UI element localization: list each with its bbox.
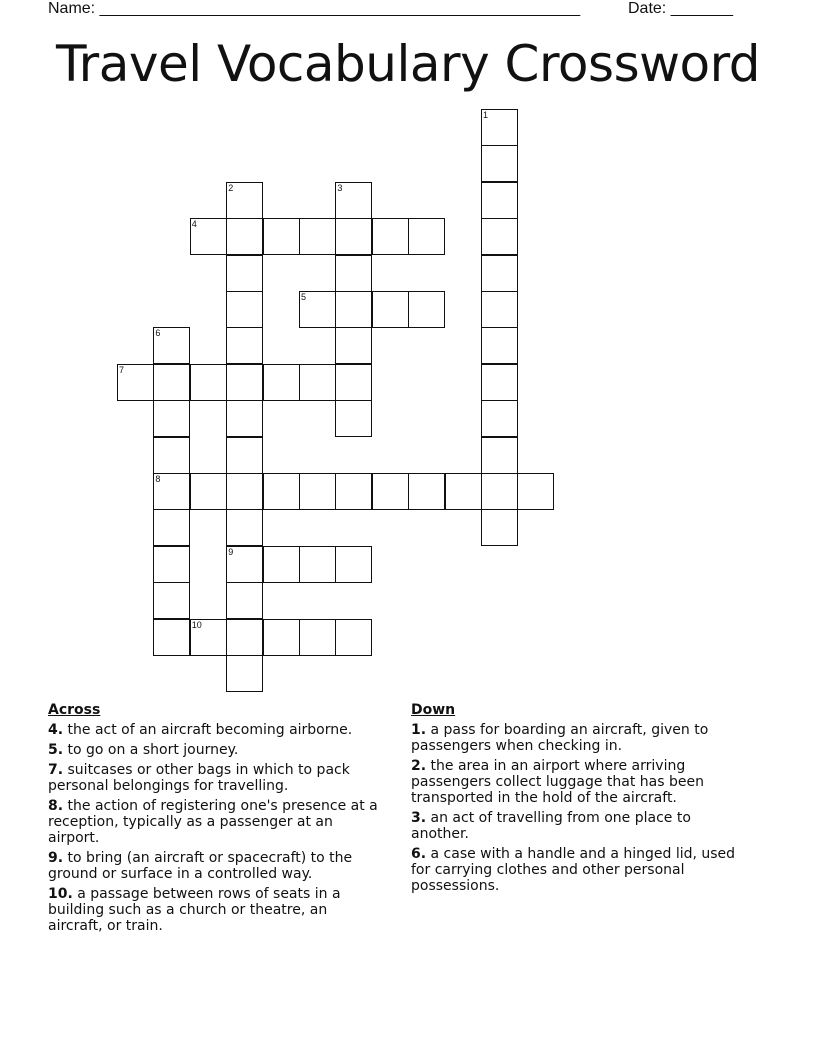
grid-cell[interactable] <box>335 327 372 364</box>
grid-cell[interactable] <box>299 546 336 583</box>
grid-cell[interactable] <box>263 218 300 255</box>
across-clue <box>48 850 386 882</box>
name-blank: ______________________________________________________ <box>99 0 581 17</box>
grid-cell[interactable] <box>299 473 336 510</box>
grid-cell[interactable] <box>190 364 227 401</box>
grid-cell[interactable] <box>190 473 227 510</box>
grid-cell[interactable] <box>481 218 518 255</box>
cell-number: 8 <box>155 474 161 484</box>
across-clue <box>48 742 386 758</box>
grid-cell[interactable] <box>481 364 518 401</box>
grid-cell[interactable] <box>226 655 263 692</box>
page-title: Travel Vocabulary Crossword <box>55 35 761 93</box>
grid-cell[interactable] <box>335 255 372 292</box>
clue-text: an act of travelling from one place to another. <box>411 810 691 842</box>
grid-cell[interactable] <box>335 546 372 583</box>
grid-cell[interactable] <box>190 218 227 255</box>
grid-cell[interactable] <box>226 582 263 619</box>
grid-cell[interactable] <box>226 364 263 401</box>
clue-number: 7. <box>48 762 64 778</box>
grid-cell[interactable] <box>481 255 518 292</box>
grid-cell[interactable] <box>263 619 300 656</box>
clue-text: a case with a handle and a hinged lid, used for carrying clothes and other personal possessions. <box>411 846 736 894</box>
name-label: Name: <box>48 0 96 17</box>
grid-cell[interactable] <box>153 400 190 437</box>
grid-cell[interactable] <box>153 582 190 619</box>
clue-number: 3. <box>411 810 427 826</box>
grid-cell[interactable] <box>190 619 227 656</box>
grid-cell[interactable] <box>153 619 190 656</box>
grid-cell[interactable] <box>299 619 336 656</box>
grid-cell[interactable] <box>517 473 554 510</box>
grid-cell[interactable] <box>335 473 372 510</box>
grid-cell[interactable] <box>481 145 518 182</box>
grid-cell[interactable] <box>226 437 263 474</box>
grid-cell[interactable] <box>299 364 336 401</box>
grid-cell[interactable] <box>263 364 300 401</box>
grid-cell[interactable] <box>335 364 372 401</box>
clue-text: a pass for boarding an aircraft, given to passengers when checking in. <box>411 722 709 754</box>
grid-cell[interactable] <box>481 109 518 146</box>
grid-cell[interactable] <box>335 182 372 219</box>
grid-cell[interactable] <box>226 327 263 364</box>
grid-cell[interactable] <box>335 400 372 437</box>
grid-cell[interactable] <box>153 546 190 583</box>
cell-number: 5 <box>301 292 307 302</box>
grid-cell[interactable] <box>226 509 263 546</box>
down-clue <box>411 758 749 806</box>
grid-cell[interactable] <box>335 619 372 656</box>
grid-cell[interactable] <box>408 291 445 328</box>
down-clue <box>411 722 749 754</box>
grid-cell[interactable] <box>481 509 518 546</box>
date-label: Date: <box>628 0 667 17</box>
grid-cell[interactable] <box>263 473 300 510</box>
across-clue <box>48 886 386 934</box>
grid-cell[interactable] <box>481 182 518 219</box>
grid-cell[interactable] <box>335 291 372 328</box>
grid-cell[interactable] <box>226 473 263 510</box>
grid-cell[interactable] <box>372 473 409 510</box>
cell-number: 10 <box>191 619 202 630</box>
clue-number: 4. <box>48 722 64 738</box>
grid-cell[interactable] <box>226 255 263 292</box>
clue-number: 2. <box>411 758 427 774</box>
cell-number: 4 <box>191 219 197 230</box>
cell-number: 6 <box>155 328 161 339</box>
down-clue <box>411 810 749 842</box>
clue-text: the act of an aircraft becoming airborne. <box>67 722 353 738</box>
grid-cell[interactable] <box>153 364 190 401</box>
grid-cell[interactable] <box>226 182 263 219</box>
grid-cell[interactable] <box>481 473 518 510</box>
grid-cell[interactable] <box>445 473 482 510</box>
clue-number: 5. <box>48 742 64 758</box>
grid-cell[interactable] <box>153 509 190 546</box>
cell-number: 9 <box>228 546 234 557</box>
down-heading: Down <box>411 702 456 718</box>
across-clue <box>48 722 386 738</box>
grid-cell[interactable] <box>117 364 154 401</box>
grid-cell[interactable] <box>299 291 336 328</box>
clue-text: to go on a short journey. <box>67 742 239 758</box>
across-heading: Across <box>48 702 101 718</box>
grid-cell[interactable] <box>481 400 518 437</box>
clue-number: 1. <box>411 722 427 738</box>
grid-cell[interactable] <box>226 400 263 437</box>
clue-text: a passage between rows of seats in a building such as a church or theatre, an aircraft, or train. <box>48 886 341 934</box>
clue-number: 8. <box>48 798 64 814</box>
grid-cell[interactable] <box>153 473 190 510</box>
grid-cell[interactable] <box>372 218 409 255</box>
grid-cell[interactable] <box>263 546 300 583</box>
date-blank: _______ <box>670 0 733 17</box>
cell-number: 1 <box>483 110 489 120</box>
grid-cell[interactable] <box>481 327 518 364</box>
cell-number: 2 <box>228 182 234 193</box>
clue-number: 10. <box>48 886 73 902</box>
grid-cell[interactable] <box>481 291 518 328</box>
grid-cell[interactable] <box>226 218 263 255</box>
across-clue <box>48 798 386 846</box>
grid-cell[interactable] <box>372 291 409 328</box>
clue-text: suitcases or other bags in which to pack personal belongings for travelling. <box>48 762 350 794</box>
cell-number: 3 <box>337 182 343 193</box>
across-clue <box>48 762 386 794</box>
clue-number: 6. <box>411 846 427 862</box>
clue-text: the action of registering one's presence at a reception, typically as a passenger at an airport. <box>48 798 378 846</box>
down-clues <box>411 702 749 898</box>
grid-cell[interactable] <box>335 218 372 255</box>
grid-cell[interactable] <box>153 437 190 474</box>
grid-cell[interactable] <box>408 218 445 255</box>
clue-text: the area in an airport where arriving passengers collect luggage that has been transported in the hold of the aircraft. <box>411 758 704 806</box>
across-clues <box>48 702 386 938</box>
grid-cell[interactable] <box>226 546 263 583</box>
cell-number: 7 <box>119 364 125 375</box>
grid-cell[interactable] <box>299 218 336 255</box>
clue-number: 9. <box>48 850 64 866</box>
grid-cell[interactable] <box>226 619 263 656</box>
grid-cell[interactable] <box>226 291 263 328</box>
down-clue <box>411 846 749 894</box>
grid-cell[interactable] <box>153 327 190 364</box>
clue-text: to bring (an aircraft or spacecraft) to the ground or surface in a controlled way. <box>48 850 353 882</box>
grid-cell[interactable] <box>481 437 518 474</box>
grid-cell[interactable] <box>408 473 445 510</box>
